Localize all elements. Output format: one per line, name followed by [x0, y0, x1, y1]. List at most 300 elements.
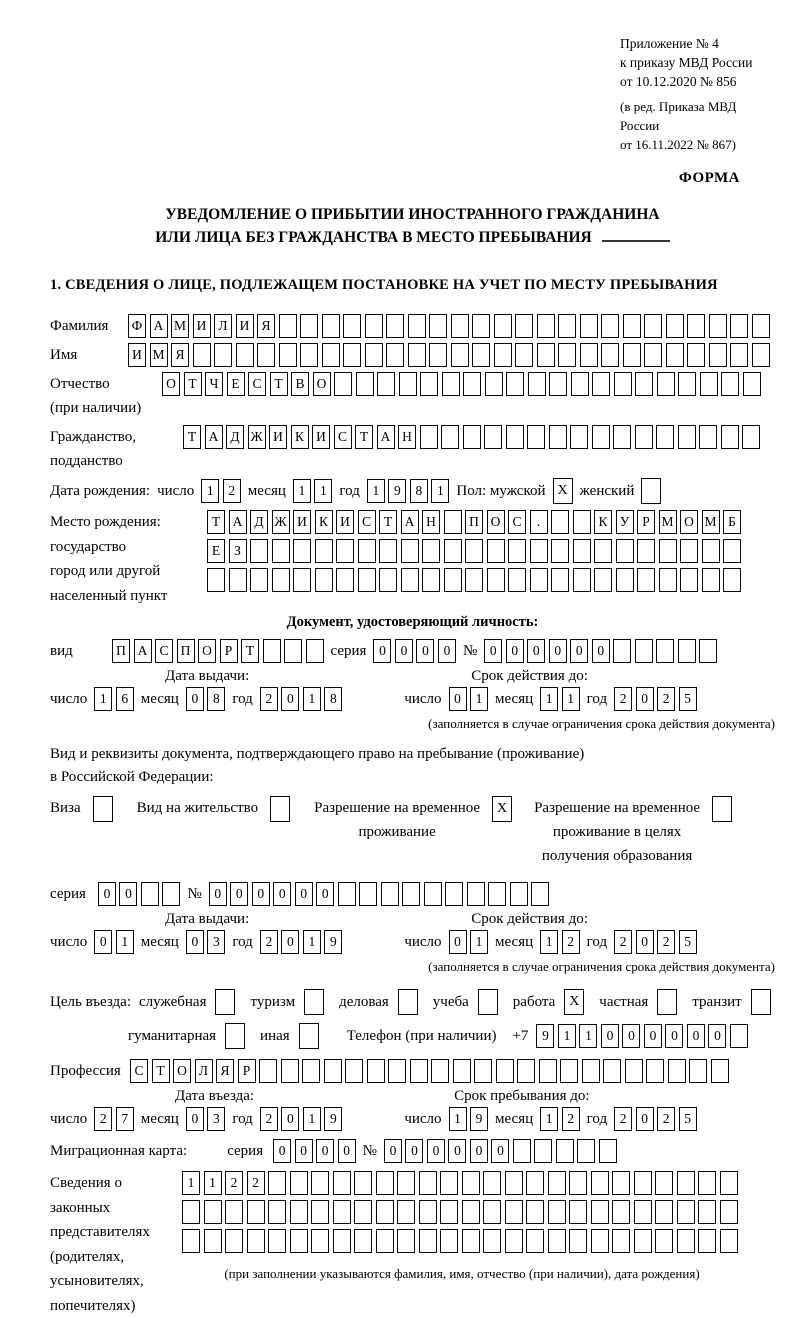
form-cell: 0	[273, 882, 291, 906]
form-cell	[666, 314, 684, 338]
form-cell	[440, 1229, 458, 1253]
purpose-transit-label: транзит	[692, 994, 741, 1011]
form-cell	[397, 1200, 415, 1224]
form-cell: К	[291, 425, 309, 449]
issue-date-title: Дата выдачи:	[165, 911, 249, 928]
form-cell	[530, 539, 548, 563]
form-cell: П	[177, 639, 195, 663]
form-cell	[539, 1059, 557, 1083]
form-cell: Д	[250, 510, 268, 534]
purpose-tourism	[250, 989, 324, 1015]
citizenship-row	[50, 425, 775, 473]
identity-issue-month	[186, 687, 226, 711]
form-cell	[440, 1171, 458, 1195]
form-cell	[699, 639, 717, 663]
form-cell	[250, 539, 268, 563]
form-cell	[591, 1171, 609, 1195]
form-cell: 0	[416, 639, 434, 663]
annex-line: (в ред. Приказа МВД России	[620, 97, 775, 135]
form-cell	[678, 639, 696, 663]
form-cell	[655, 1229, 673, 1253]
form-cell	[656, 639, 674, 663]
form-cell	[752, 314, 770, 338]
form-title-line2: ИЛИ ЛИЦА БЕЗ ГРАЖДАНСТВА В МЕСТО ПРЕБЫВАНИЯ	[155, 229, 591, 246]
migration-card-row	[50, 1139, 775, 1163]
form-cell: П	[465, 510, 483, 534]
form-cell	[365, 343, 383, 367]
form-cell	[401, 539, 419, 563]
form-cell	[484, 425, 502, 449]
form-cell	[730, 314, 748, 338]
form-cell	[720, 1229, 738, 1253]
form-cell: 0	[119, 882, 137, 906]
residence-doc-number-cells	[209, 882, 550, 906]
form-cell: Ж	[248, 425, 266, 449]
form-cell: 0	[636, 687, 654, 711]
residence-doc-series-row	[50, 882, 775, 906]
form-cell: В	[291, 372, 309, 396]
form-cell	[463, 372, 481, 396]
form-cell	[551, 568, 569, 592]
form-cell	[336, 539, 354, 563]
form-cell	[571, 372, 589, 396]
residence-doc-heading1: Вид и реквизиты документа, подтверждающего право на пребывание (проживание)	[50, 746, 775, 763]
citizenship-label	[50, 425, 183, 473]
residence-doc-options	[50, 796, 775, 868]
residence-issue-year	[260, 930, 343, 954]
birth-place-label-line4: населенный пункт	[50, 584, 207, 609]
form-cell	[612, 1171, 630, 1195]
identity-doc-note: (заполняется в случае ограничения срока действия документа)	[50, 716, 775, 732]
form-cell	[549, 372, 567, 396]
form-cell	[300, 343, 318, 367]
form-cell: 0	[295, 1139, 313, 1163]
form-cell: 8	[324, 687, 342, 711]
form-cell	[462, 1200, 480, 1224]
form-cell	[659, 539, 677, 563]
form-cell: А	[150, 314, 168, 338]
temp-residence-label-line1: Разрешение на временное	[314, 796, 480, 820]
form-cell: 9	[324, 1107, 342, 1131]
form-cell	[272, 539, 290, 563]
form-cell	[257, 343, 275, 367]
form-cell: 0	[506, 639, 524, 663]
form-cell	[526, 1229, 544, 1253]
form-cell: И	[293, 510, 311, 534]
form-cell	[689, 1059, 707, 1083]
representatives-label-line: усыновителях,	[50, 1269, 182, 1294]
month-label: месяц	[141, 691, 179, 708]
month-label: месяц	[141, 934, 179, 951]
form-cell	[548, 1200, 566, 1224]
representatives-row1	[182, 1171, 738, 1195]
form-cell: Ж	[272, 510, 290, 534]
form-cell: Р	[220, 639, 238, 663]
form-cell: 2	[247, 1171, 265, 1195]
form-cell: С	[130, 1059, 148, 1083]
form-cell	[635, 425, 653, 449]
form-cell	[279, 314, 297, 338]
number-label: №	[187, 886, 201, 903]
birth-year-cells	[367, 479, 450, 503]
form-cell	[311, 1171, 329, 1195]
patronymic-cells	[162, 372, 761, 396]
form-cell: 2	[614, 1107, 632, 1131]
forma-label: ФОРМА	[50, 170, 775, 187]
form-cell	[730, 1024, 748, 1048]
annex-line: к приказу МВД России	[620, 53, 775, 72]
form-cell	[623, 343, 641, 367]
number-label: №	[463, 643, 477, 660]
form-cell: И	[193, 314, 211, 338]
form-cell	[268, 1229, 286, 1253]
form-cell	[465, 568, 483, 592]
form-cell: 0	[373, 639, 391, 663]
patronymic-row	[50, 372, 775, 420]
temp-residence-education-line3: получения образования	[534, 844, 700, 868]
form-cell: 0	[636, 930, 654, 954]
form-cell	[680, 568, 698, 592]
form-cell	[603, 1059, 621, 1083]
residence-permit-label: Вид на жительство	[137, 796, 258, 820]
form-cell	[594, 539, 612, 563]
form-cell: Я	[257, 314, 275, 338]
birth-place-label-line1: Место рождения:	[50, 510, 207, 535]
form-cell	[698, 1200, 716, 1224]
form-cell	[487, 568, 505, 592]
form-cell	[594, 568, 612, 592]
form-cell	[612, 1200, 630, 1224]
option-temp-residence	[314, 796, 512, 844]
form-cell: 2	[223, 479, 241, 503]
form-cell: А	[229, 510, 247, 534]
form-cell	[677, 1200, 695, 1224]
form-cell: 1	[579, 1024, 597, 1048]
form-cell	[730, 343, 748, 367]
form-cell	[302, 1059, 320, 1083]
form-cell	[508, 568, 526, 592]
form-cell	[551, 510, 569, 534]
identity-doc-heading: Документ, удостоверяющий личность:	[50, 614, 775, 631]
form-cell	[709, 343, 727, 367]
form-cell: 3	[207, 930, 225, 954]
form-cell	[613, 639, 631, 663]
patronymic-label-line1: Отчество	[50, 372, 162, 396]
form-cell: 5	[679, 930, 697, 954]
form-cell	[517, 1059, 535, 1083]
purpose-study-label: учеба	[433, 994, 469, 1011]
form-cell	[290, 1229, 308, 1253]
form-cell	[463, 425, 481, 449]
form-cell: 6	[116, 687, 134, 711]
form-cell	[343, 343, 361, 367]
form-cell: 0	[636, 1107, 654, 1131]
representatives-label-line: Сведения о	[50, 1171, 182, 1196]
form-cell	[281, 1059, 299, 1083]
birth-date-label: Дата рождения:	[50, 483, 150, 500]
phone-prefix: +7	[512, 1028, 528, 1045]
form-cell: Н	[422, 510, 440, 534]
form-title-line1: УВЕДОМЛЕНИЕ О ПРИБЫТИИ ИНОСТРАННОГО ГРАЖДАНИНА	[50, 203, 775, 226]
form-cell	[376, 1200, 394, 1224]
form-cell	[623, 314, 641, 338]
stay-until-title: Срок пребывания до:	[454, 1088, 589, 1105]
purpose-humanitarian-label: гуманитарная	[128, 1028, 216, 1045]
form-cell	[537, 343, 555, 367]
form-cell	[453, 1059, 471, 1083]
form-cell	[358, 568, 376, 592]
form-cell	[506, 372, 524, 396]
form-cell: 9	[388, 479, 406, 503]
month-label: месяц	[248, 483, 286, 500]
residence-doc-date-titles	[50, 911, 775, 928]
form-cell: 0	[438, 639, 456, 663]
form-cell: А	[377, 425, 395, 449]
form-cell	[315, 539, 333, 563]
form-cell: 1	[182, 1171, 200, 1195]
form-cell	[315, 568, 333, 592]
birth-place-row1	[207, 510, 741, 534]
form-cell	[306, 639, 324, 663]
purpose-humanitarian-checkbox	[225, 1023, 245, 1049]
form-cell: 1	[204, 1171, 222, 1195]
form-cell	[599, 1139, 617, 1163]
form-cell	[377, 372, 395, 396]
form-cell: Е	[207, 539, 225, 563]
form-cell: Л	[214, 314, 232, 338]
form-cell	[677, 1171, 695, 1195]
form-cell	[637, 568, 655, 592]
form-cell: 0	[708, 1024, 726, 1048]
purpose-official-checkbox	[215, 989, 235, 1015]
form-cell: 0	[491, 1139, 509, 1163]
form-cell	[680, 539, 698, 563]
issue-date-title: Дата выдачи:	[165, 668, 249, 685]
form-cell: 0	[94, 930, 112, 954]
form-cell: 2	[657, 1107, 675, 1131]
form-cell	[408, 343, 426, 367]
form-cell	[272, 568, 290, 592]
form-cell	[494, 314, 512, 338]
purpose-study	[433, 989, 498, 1015]
form-cell	[709, 314, 727, 338]
temp-residence-education-line2: проживание в целях	[534, 820, 700, 844]
section1-heading: 1. СВЕДЕНИЯ О ЛИЦЕ, ПОДЛЕЖАЩЕМ ПОСТАНОВКЕ НА УЧЕТ ПО МЕСТУ ПРЕБЫВАНИЯ	[50, 277, 775, 294]
purpose-transit	[692, 989, 770, 1015]
form-cell	[268, 1171, 286, 1195]
form-cell: 0	[592, 639, 610, 663]
form-cell	[402, 882, 420, 906]
purpose-other-label: иная	[260, 1028, 290, 1045]
form-cell	[420, 372, 438, 396]
surname-cells	[128, 314, 770, 338]
purpose-business	[339, 989, 418, 1015]
form-cell: 1	[562, 687, 580, 711]
form-cell: 0	[427, 1139, 445, 1163]
form-cell	[687, 314, 705, 338]
identity-valid-day	[449, 687, 489, 711]
entry-day	[94, 1107, 134, 1131]
form-cell	[182, 1200, 200, 1224]
form-cell	[465, 539, 483, 563]
purpose-work	[513, 989, 585, 1015]
form-cell	[354, 1200, 372, 1224]
stay-month	[540, 1107, 580, 1131]
form-cell	[322, 343, 340, 367]
residence-doc-series-cells	[98, 882, 181, 906]
form-cell: Я	[171, 343, 189, 367]
form-cell	[635, 372, 653, 396]
form-cell: 0	[687, 1024, 705, 1048]
birth-place-label	[50, 510, 207, 608]
form-cell: Р	[238, 1059, 256, 1083]
form-cell: 5	[679, 1107, 697, 1131]
representatives-label-line: представителях	[50, 1220, 182, 1245]
form-cell	[698, 1171, 716, 1195]
form-cell	[526, 1171, 544, 1195]
form-cell	[700, 372, 718, 396]
form-cell: И	[236, 314, 254, 338]
annex-line: от 10.12.2020 № 856	[620, 72, 775, 91]
form-cell: 7	[116, 1107, 134, 1131]
form-cell	[381, 882, 399, 906]
form-cell: 0	[230, 882, 248, 906]
purpose-other	[260, 1023, 319, 1049]
form-cell	[699, 425, 717, 449]
form-cell	[530, 568, 548, 592]
form-cell	[472, 314, 490, 338]
form-cell	[444, 568, 462, 592]
form-cell: 0	[209, 882, 227, 906]
form-cell: 1	[470, 687, 488, 711]
visa-label: Виза	[50, 796, 81, 820]
day-label: число	[50, 1111, 87, 1128]
form-cell: 0	[295, 882, 313, 906]
form-cell	[534, 1139, 552, 1163]
form-cell	[613, 425, 631, 449]
form-cell: 9	[324, 930, 342, 954]
form-cell	[397, 1229, 415, 1253]
form-cell	[702, 568, 720, 592]
form-cell	[204, 1200, 222, 1224]
profession-label: Профессия	[50, 1063, 130, 1080]
identity-doc-date-titles	[50, 668, 775, 685]
profession-cells	[130, 1059, 729, 1083]
form-cell	[376, 1171, 394, 1195]
form-cell	[419, 1229, 437, 1253]
form-cell: Т	[355, 425, 373, 449]
residence-issue-day	[94, 930, 134, 954]
entry-month	[186, 1107, 226, 1131]
form-cell	[569, 1171, 587, 1195]
form-cell	[379, 568, 397, 592]
form-cell	[279, 343, 297, 367]
form-cell	[343, 314, 361, 338]
form-cell	[570, 425, 588, 449]
form-cell: 2	[614, 930, 632, 954]
form-cell: Т	[270, 372, 288, 396]
representatives-row3	[182, 1229, 738, 1253]
form-cell	[531, 882, 549, 906]
form-cell: И	[312, 425, 330, 449]
form-cell	[644, 314, 662, 338]
visa-checkbox	[93, 796, 113, 822]
form-cell	[548, 1229, 566, 1253]
purpose-study-checkbox	[478, 989, 498, 1015]
form-cell	[580, 343, 598, 367]
form-cell	[162, 882, 180, 906]
form-cell: Т	[184, 372, 202, 396]
form-cell	[720, 1200, 738, 1224]
form-cell: 0	[405, 1139, 423, 1163]
form-cell	[702, 539, 720, 563]
form-cell	[515, 314, 533, 338]
form-cell	[573, 539, 591, 563]
form-cell: И	[269, 425, 287, 449]
form-cell: П	[112, 639, 130, 663]
birth-place-block	[50, 510, 775, 608]
form-cell: 1	[470, 930, 488, 954]
annex-reference	[620, 34, 775, 154]
birth-place-cells	[207, 510, 775, 597]
form-cell	[324, 1059, 342, 1083]
form-cell: 1	[293, 479, 311, 503]
form-cell: 5	[679, 687, 697, 711]
form-cell	[614, 372, 632, 396]
form-cell	[345, 1059, 363, 1083]
birth-place-label-line2: государство	[50, 535, 207, 560]
form-cell	[311, 1229, 329, 1253]
series-label: серия	[50, 886, 86, 903]
form-cell	[698, 1229, 716, 1253]
residence-issue-month	[186, 930, 226, 954]
form-cell	[333, 1171, 351, 1195]
form-cell	[634, 1171, 652, 1195]
form-cell	[472, 343, 490, 367]
form-cell	[659, 568, 677, 592]
form-cell	[616, 539, 634, 563]
form-cell: 1	[431, 479, 449, 503]
form-cell: 0	[338, 1139, 356, 1163]
form-cell: 2	[614, 687, 632, 711]
temp-residence-checkbox: X	[492, 796, 512, 822]
form-cell: 2	[260, 930, 278, 954]
form-cell	[655, 1200, 673, 1224]
year-label: год	[587, 934, 607, 951]
form-cell: 0	[570, 639, 588, 663]
migration-card-number-cells	[384, 1139, 617, 1163]
form-cell	[655, 1171, 673, 1195]
form-cell: 9	[536, 1024, 554, 1048]
form-cell	[485, 372, 503, 396]
temp-residence-label	[314, 796, 480, 844]
form-cell: 2	[657, 930, 675, 954]
form-cell	[399, 372, 417, 396]
purpose-business-checkbox	[398, 989, 418, 1015]
migration-card-series-cells	[273, 1139, 356, 1163]
representatives-label	[50, 1171, 182, 1318]
form-cell: Н	[398, 425, 416, 449]
representatives-note: (при заполнении указываются фамилия, имя, отчество (при наличии), дата рождения)	[182, 1266, 742, 1282]
form-cell: 1	[303, 1107, 321, 1131]
form-cell	[367, 1059, 385, 1083]
form-cell	[268, 1200, 286, 1224]
sex-male-label: Пол: мужской	[456, 483, 545, 500]
form-cell: Ф	[128, 314, 146, 338]
citizenship-label-line1: Гражданство,	[50, 425, 183, 449]
month-label: месяц	[495, 1111, 533, 1128]
form-cell	[592, 372, 610, 396]
